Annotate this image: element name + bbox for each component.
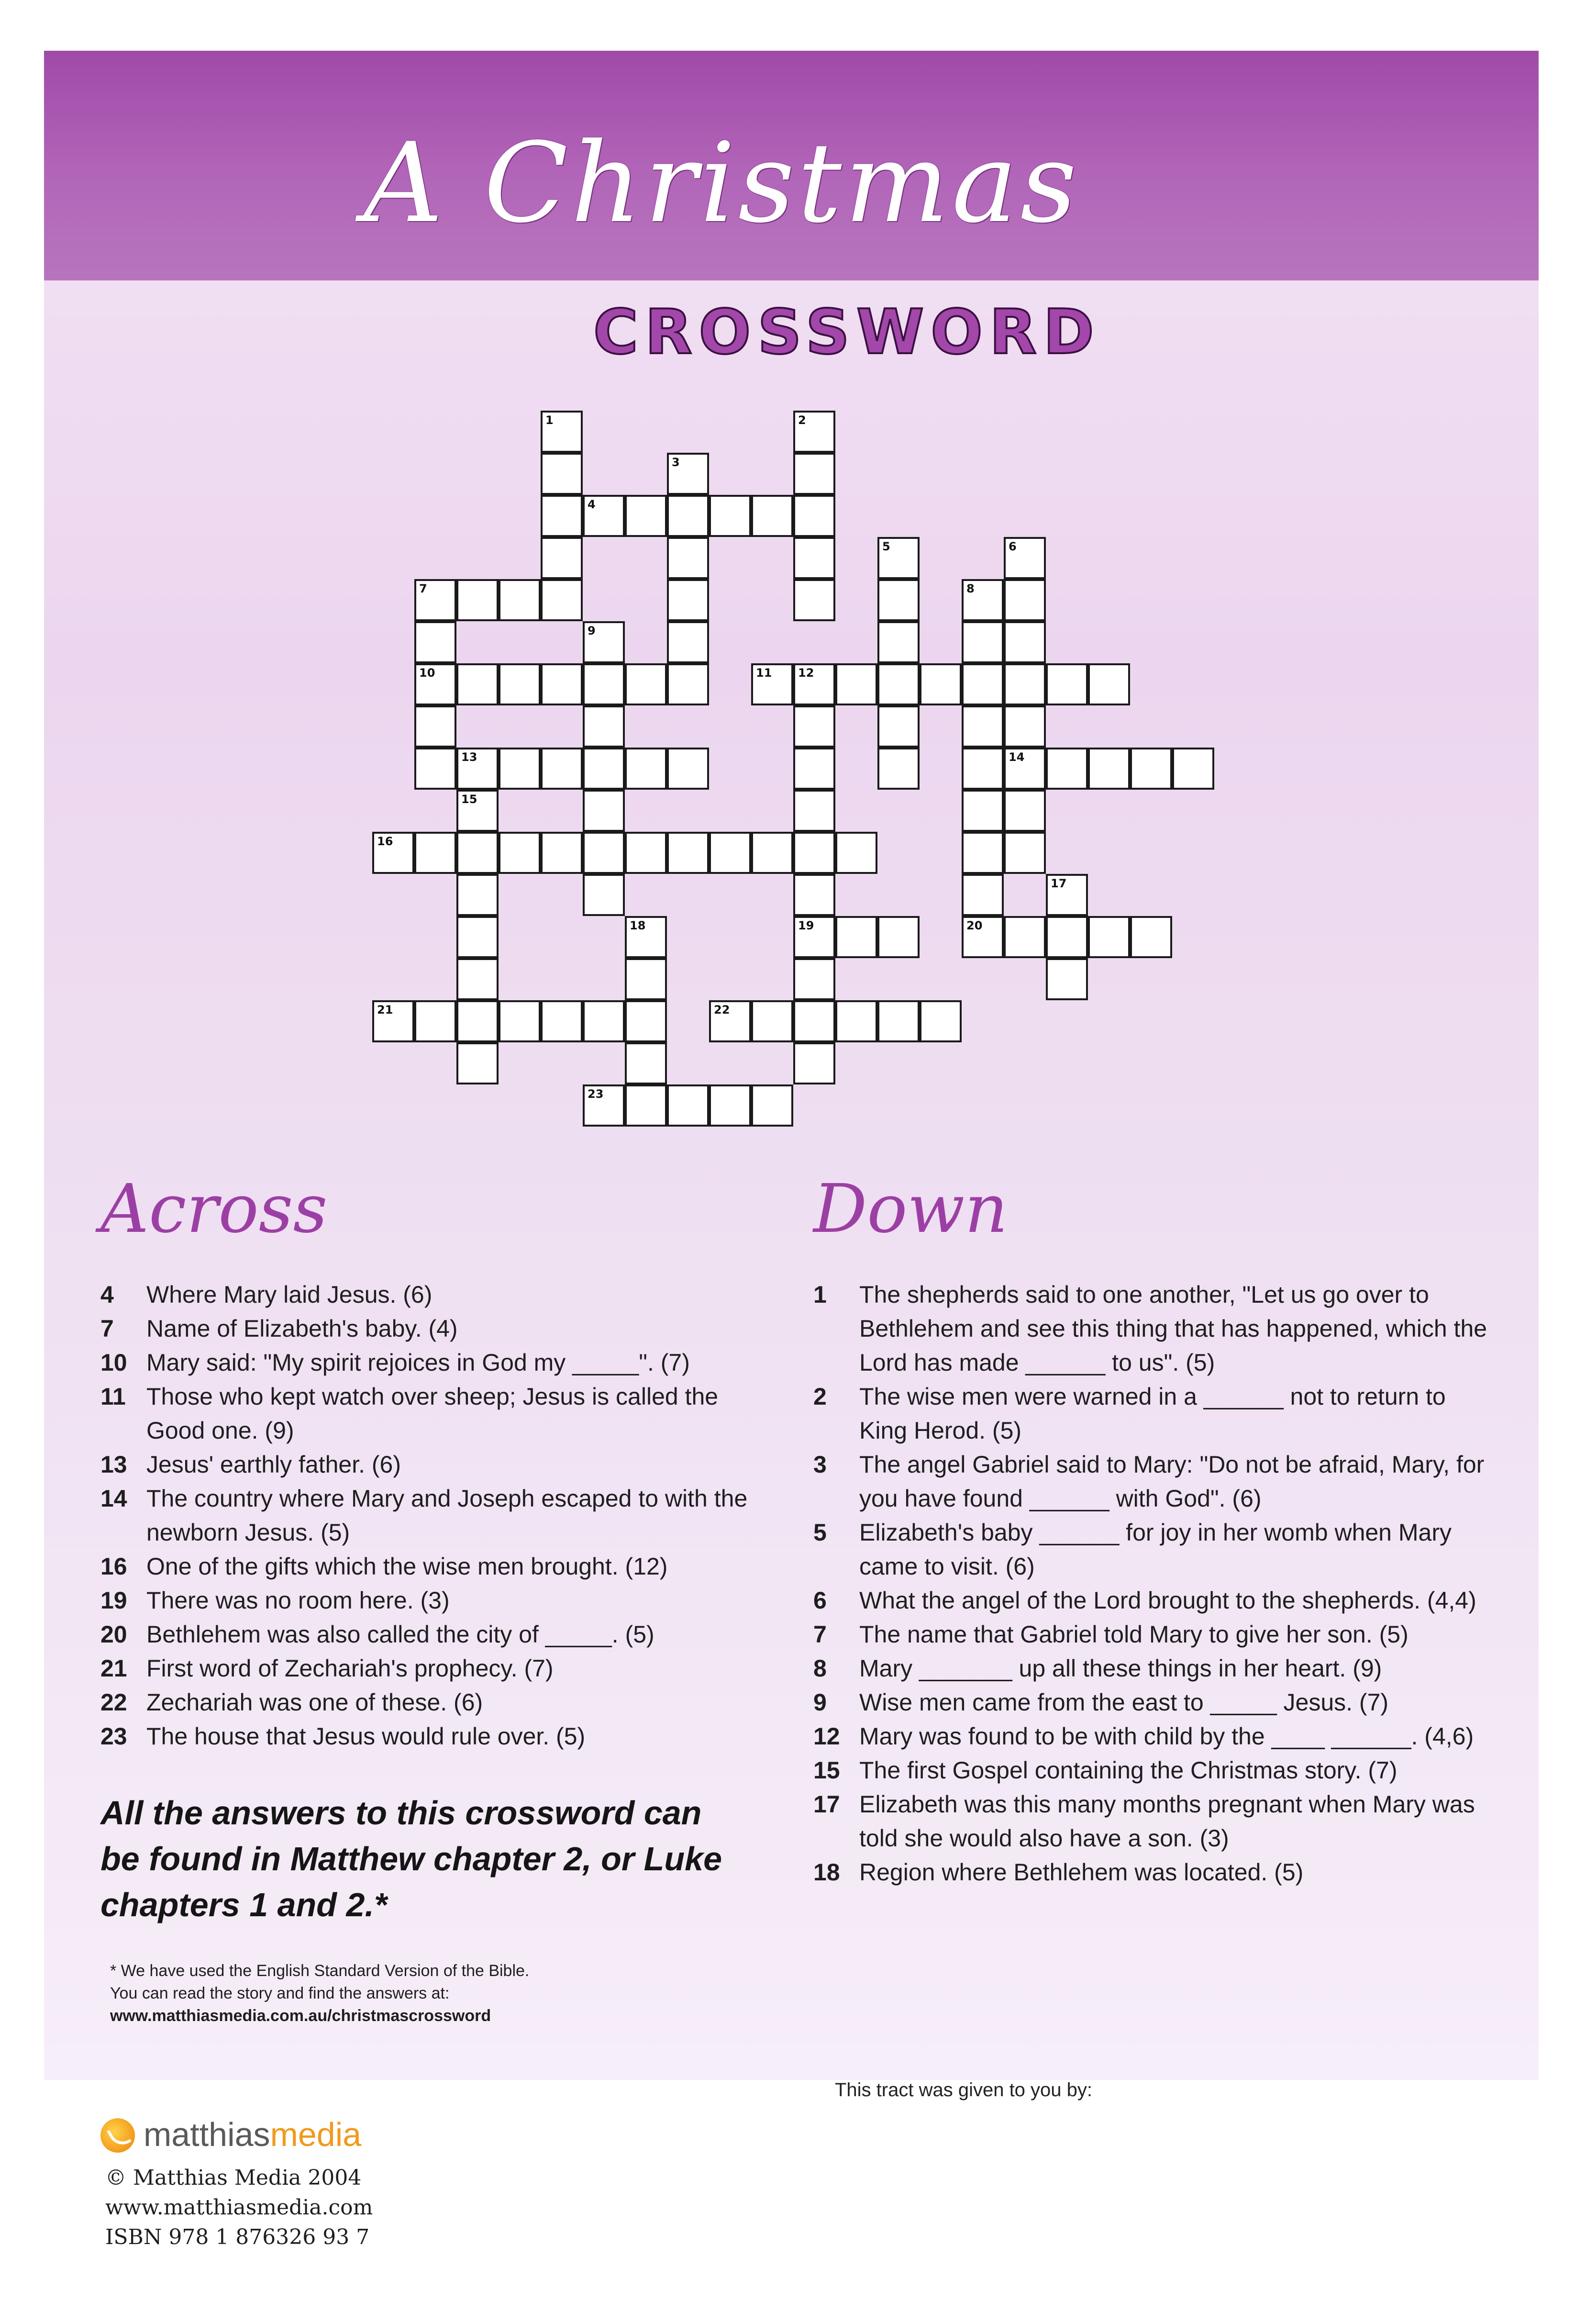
- clue-number: 21: [100, 1655, 127, 1682]
- crossword-cell[interactable]: [414, 832, 456, 874]
- crossword-cell[interactable]: [1046, 663, 1088, 705]
- across-clue: [100, 1720, 780, 1754]
- crossword-cell[interactable]: [456, 958, 499, 1000]
- crossword-cell[interactable]: [456, 1000, 499, 1042]
- crossword-cell[interactable]: [414, 748, 456, 790]
- crossword-cell[interactable]: [583, 1000, 625, 1042]
- clue-number: 5: [813, 1519, 827, 1546]
- crossword-cell[interactable]: [667, 1084, 709, 1127]
- footnote-line: * We have used the English Standard Version of the Bible.: [110, 1962, 530, 1980]
- across-clue: [100, 1618, 780, 1652]
- clue-text: One of the gifts which the wise men brought. (12): [146, 1553, 668, 1580]
- down-clue-list: [813, 1278, 1493, 1889]
- across-clue: [100, 1312, 780, 1346]
- crossword-cell[interactable]: [793, 748, 835, 790]
- crossword-cell[interactable]: [962, 663, 1004, 705]
- crossword-cell[interactable]: [583, 1084, 625, 1127]
- across-clue: [100, 1550, 780, 1584]
- crossword-cell[interactable]: [793, 832, 835, 874]
- crossword-cell[interactable]: [499, 579, 541, 621]
- cell-number: 14: [1009, 750, 1025, 764]
- crossword-cell[interactable]: [793, 495, 835, 537]
- clue-number: 19: [100, 1587, 127, 1614]
- cell-number: 10: [419, 666, 435, 680]
- footnote-line: You can read the story and find the answers at:: [110, 1984, 450, 2002]
- clue-text: Bethlehem was also called the city of _____. (5): [146, 1621, 654, 1648]
- cell-number: 5: [882, 540, 890, 553]
- logo-icon: [100, 2118, 135, 2153]
- crossword-cell[interactable]: [667, 621, 709, 663]
- crossword-cell[interactable]: [709, 495, 751, 537]
- clue-number: 8: [813, 1655, 827, 1682]
- crossword-cell[interactable]: [625, 1042, 667, 1084]
- crossword-cell[interactable]: [583, 495, 625, 537]
- cell-number: 4: [588, 498, 596, 511]
- clue-number: 4: [100, 1281, 114, 1308]
- clue-number: 13: [100, 1451, 127, 1478]
- copyright: © Matthias Media 2004: [105, 2166, 362, 2190]
- clue-text: The first Gospel containing the Christmas story. (7): [859, 1757, 1398, 1784]
- clue-text: Mary said: "My spirit rejoices in God my _____". (7): [146, 1349, 690, 1376]
- clue-number: 11: [100, 1383, 126, 1410]
- crossword-cell[interactable]: [414, 1000, 456, 1042]
- crossword-cell[interactable]: [962, 748, 1004, 790]
- publisher-website: www.matthiasmedia.com: [105, 2195, 373, 2220]
- crossword-cell[interactable]: [793, 579, 835, 621]
- crossword-cell[interactable]: [962, 621, 1004, 663]
- crossword-cell[interactable]: [583, 832, 625, 874]
- crossword-cell[interactable]: [962, 832, 1004, 874]
- crossword-cell[interactable]: [1088, 916, 1130, 958]
- crossword-cell[interactable]: [541, 748, 583, 790]
- clue-number: 20: [100, 1621, 127, 1648]
- clue-text: The angel Gabriel said to Mary: "Do not be afraid, Mary, for you have found ______ with God". (6): [859, 1451, 1485, 1512]
- cell-number: 22: [714, 1003, 730, 1017]
- crossword-cell[interactable]: [1004, 537, 1046, 579]
- crossword-cell[interactable]: [541, 832, 583, 874]
- clue-text: Elizabeth was this many months pregnant when Mary was told she would also have a son. (3): [859, 1791, 1475, 1852]
- crossword-cell[interactable]: [372, 1000, 414, 1042]
- isbn: ISBN 978 1 876326 93 7: [105, 2225, 370, 2249]
- clue-number: 1: [813, 1281, 827, 1308]
- clue-number: 10: [100, 1349, 127, 1376]
- crossword-cell[interactable]: [414, 621, 456, 663]
- crossword-cell[interactable]: [583, 874, 625, 916]
- cell-number: 8: [966, 582, 975, 595]
- clue-text: Mary _______ up all these things in her heart. (9): [859, 1655, 1382, 1682]
- crossword-cell[interactable]: [541, 663, 583, 705]
- crossword-cell[interactable]: [877, 1000, 920, 1042]
- crossword-cell[interactable]: [1130, 748, 1172, 790]
- crossword-cell[interactable]: [1004, 790, 1046, 832]
- crossword-cell[interactable]: [456, 748, 499, 790]
- crossword-cell[interactable]: [1004, 663, 1046, 705]
- clue-text: First word of Zechariah's prophecy. (7): [146, 1655, 554, 1682]
- clue-text: Where Mary laid Jesus. (6): [146, 1281, 433, 1308]
- down-heading: Down: [813, 1170, 1008, 1248]
- clue-number: 16: [100, 1553, 127, 1580]
- crossword-cell[interactable]: [751, 832, 793, 874]
- crossword-cell[interactable]: [499, 832, 541, 874]
- cell-number: 2: [798, 413, 806, 427]
- crossword-cell[interactable]: [583, 663, 625, 705]
- crossword-cell[interactable]: [667, 495, 709, 537]
- crossword-cell[interactable]: [541, 537, 583, 579]
- down-clue: [813, 1618, 1493, 1652]
- crossword-cell[interactable]: [793, 1000, 835, 1042]
- down-clue: [813, 1448, 1493, 1516]
- clue-number: 2: [813, 1383, 827, 1410]
- down-clue: [813, 1652, 1493, 1686]
- clue-text: The country where Mary and Joseph escaped to with the newborn Jesus. (5): [146, 1485, 748, 1546]
- crossword-cell[interactable]: [877, 748, 920, 790]
- crossword-cell[interactable]: [456, 663, 499, 705]
- crossword-cell[interactable]: [625, 832, 667, 874]
- crossword-cell[interactable]: [372, 832, 414, 874]
- cell-number: 18: [630, 919, 646, 932]
- crossword-cell[interactable]: [414, 705, 456, 748]
- crossword-cell[interactable]: [625, 1000, 667, 1042]
- crossword-cell[interactable]: [877, 579, 920, 621]
- crossword-cell[interactable]: [625, 1084, 667, 1127]
- down-clue: [813, 1278, 1493, 1380]
- crossword-cell[interactable]: [625, 916, 667, 958]
- crossword-cell[interactable]: [541, 579, 583, 621]
- clue-number: 12: [813, 1723, 840, 1750]
- crossword-cell[interactable]: [541, 453, 583, 495]
- cell-number: 7: [419, 582, 427, 595]
- down-clue: [813, 1720, 1493, 1754]
- across-clue: [100, 1652, 780, 1686]
- crossword-cell[interactable]: [1004, 621, 1046, 663]
- crossword-cell[interactable]: [456, 832, 499, 874]
- cell-number: 20: [966, 919, 983, 932]
- title-script: A Christmas: [364, 120, 1080, 247]
- clue-number: 6: [813, 1587, 827, 1614]
- crossword-cell[interactable]: [1172, 748, 1214, 790]
- across-clue: [100, 1346, 780, 1380]
- crossword-cell[interactable]: [667, 453, 709, 495]
- crossword-cell[interactable]: [877, 916, 920, 958]
- clue-number: 14: [100, 1485, 127, 1512]
- clue-text: The wise men were warned in a ______ not to return to King Herod. (5): [859, 1383, 1446, 1444]
- crossword-cell[interactable]: [751, 1084, 793, 1127]
- clue-number: 15: [813, 1757, 840, 1784]
- crossword-cell[interactable]: [751, 663, 793, 705]
- crossword-cell[interactable]: [962, 705, 1004, 748]
- crossword-cell[interactable]: [835, 663, 877, 705]
- crossword-cell[interactable]: [667, 579, 709, 621]
- down-clue: [813, 1516, 1493, 1584]
- clue-number: 7: [813, 1621, 827, 1648]
- cell-number: 13: [461, 750, 477, 764]
- clue-text: Mary was found to be with child by the ____ ______. (4,6): [859, 1723, 1474, 1750]
- clue-text: Elizabeth's baby ______ for joy in her womb when Mary came to visit. (6): [859, 1519, 1452, 1580]
- cell-number: 9: [588, 624, 596, 637]
- across-clue: [100, 1380, 780, 1448]
- clue-number: 3: [813, 1451, 827, 1478]
- crossword-cell[interactable]: [835, 916, 877, 958]
- cell-number: 16: [377, 835, 393, 848]
- crossword-cell[interactable]: [667, 663, 709, 705]
- crossword-cell[interactable]: [793, 916, 835, 958]
- crossword-cell[interactable]: [962, 916, 1004, 958]
- crossword-cell[interactable]: [1046, 916, 1088, 958]
- cell-number: 3: [672, 456, 680, 469]
- cell-number: 1: [545, 413, 554, 427]
- clue-text: The house that Jesus would rule over. (5): [146, 1723, 586, 1750]
- cell-number: 15: [461, 793, 477, 806]
- crossword-cell[interactable]: [709, 832, 751, 874]
- crossword-cell[interactable]: [583, 705, 625, 748]
- crossword-cell[interactable]: [625, 495, 667, 537]
- crossword-cell[interactable]: [667, 537, 709, 579]
- crossword-cell[interactable]: [1046, 958, 1088, 1000]
- clue-number: 22: [100, 1689, 127, 1716]
- crossword-cell[interactable]: [962, 790, 1004, 832]
- cell-number: 19: [798, 919, 814, 932]
- crossword-cell[interactable]: [583, 621, 625, 663]
- crossword-cell[interactable]: [667, 748, 709, 790]
- cell-number: 23: [588, 1087, 604, 1101]
- crossword-cell[interactable]: [1004, 916, 1046, 958]
- across-clue-list: [100, 1278, 780, 1754]
- crossword-cell[interactable]: [751, 1000, 793, 1042]
- clue-number: 9: [813, 1689, 827, 1716]
- across-clue: [100, 1686, 780, 1720]
- clue-text: The name that Gabriel told Mary to give her son. (5): [859, 1621, 1409, 1648]
- clue-number: 18: [813, 1859, 840, 1886]
- across-heading: Across: [100, 1170, 328, 1248]
- crossword-cell[interactable]: [541, 495, 583, 537]
- crossword-cell[interactable]: [1004, 579, 1046, 621]
- crossword-cell[interactable]: [1004, 832, 1046, 874]
- crossword-cell[interactable]: [499, 748, 541, 790]
- crossword-cell[interactable]: [1004, 705, 1046, 748]
- crossword-cell[interactable]: [541, 411, 583, 453]
- clue-number: 23: [100, 1723, 127, 1750]
- clue-text: Wise men came from the east to _____ Jesus. (7): [859, 1689, 1389, 1716]
- crossword-cell[interactable]: [1088, 663, 1130, 705]
- crossword-cell[interactable]: [793, 790, 835, 832]
- crossword-cell[interactable]: [793, 874, 835, 916]
- cell-number: 21: [377, 1003, 393, 1017]
- footnote: [110, 1960, 732, 2027]
- crossword-cell[interactable]: [877, 663, 920, 705]
- across-clue: [100, 1482, 780, 1550]
- crossword-cell[interactable]: [1004, 748, 1046, 790]
- crossword-title: CROSSWORD: [593, 297, 1101, 368]
- across-clue: [100, 1584, 780, 1618]
- crossword-cell[interactable]: [793, 958, 835, 1000]
- cell-number: 12: [798, 666, 814, 680]
- crossword-cell[interactable]: [920, 1000, 962, 1042]
- down-clue: [813, 1686, 1493, 1720]
- crossword-cell[interactable]: [456, 579, 499, 621]
- crossword-cell[interactable]: [499, 1000, 541, 1042]
- down-clue: [813, 1584, 1493, 1618]
- clue-number: 17: [813, 1791, 840, 1818]
- crossword-cell[interactable]: [1088, 748, 1130, 790]
- publisher-info: [105, 2163, 373, 2252]
- cell-number: 11: [756, 666, 772, 680]
- crossword-cell[interactable]: [625, 958, 667, 1000]
- crossword-cell[interactable]: [709, 1084, 751, 1127]
- clue-text: There was no room here. (3): [146, 1587, 450, 1614]
- cell-number: 6: [1009, 540, 1017, 553]
- crossword-cell[interactable]: [751, 495, 793, 537]
- crossword-cell[interactable]: [625, 748, 667, 790]
- down-clue: [813, 1380, 1493, 1448]
- crossword-cell[interactable]: [414, 579, 456, 621]
- across-clue: [100, 1448, 780, 1482]
- crossword-cell[interactable]: [962, 579, 1004, 621]
- crossword-cell[interactable]: [877, 621, 920, 663]
- crossword-grid: [0, 0, 1575, 1149]
- crossword-cell[interactable]: [877, 705, 920, 748]
- crossword-cell[interactable]: [835, 832, 877, 874]
- crossword-cell[interactable]: [793, 453, 835, 495]
- footnote-url[interactable]: www.matthiasmedia.com.au/christmascrossword: [110, 2007, 491, 2025]
- crossword-cell[interactable]: [456, 790, 499, 832]
- down-clue: [813, 1855, 1493, 1889]
- answers-note: All the answers to this crossword can be found in Matthew chapter 2, or Luke chapters 1 and 2.*: [100, 1794, 722, 1923]
- logo-text-part1: matthias: [144, 2116, 270, 2153]
- crossword-cell[interactable]: [414, 663, 456, 705]
- clue-text: Name of Elizabeth's baby. (4): [146, 1315, 458, 1342]
- crossword-cell[interactable]: [962, 874, 1004, 916]
- crossword-cell[interactable]: [1130, 916, 1172, 958]
- crossword-cell[interactable]: [456, 916, 499, 958]
- crossword-cell[interactable]: [920, 663, 962, 705]
- crossword-cell[interactable]: [793, 1042, 835, 1084]
- tract-given-by: This tract was given to you by:: [835, 2079, 1093, 2101]
- clue-text: Zechariah was one of these. (6): [146, 1689, 483, 1716]
- crossword-cell[interactable]: [625, 663, 667, 705]
- crossword-cell[interactable]: [499, 663, 541, 705]
- logo-text-part2: media: [270, 2116, 362, 2153]
- across-clue: [100, 1278, 780, 1312]
- clue-text: The shepherds said to one another, "Let us go over to Bethlehem and see this thing that has happened, which the Lord has made ______ to us". (5): [859, 1281, 1487, 1376]
- clue-text: Jesus' earthly father. (6): [146, 1451, 401, 1478]
- crossword-cell[interactable]: [1046, 748, 1088, 790]
- crossword-cell[interactable]: [793, 663, 835, 705]
- clue-text: What the angel of the Lord brought to the shepherds. (4,4): [859, 1587, 1476, 1614]
- crossword-cell[interactable]: [877, 537, 920, 579]
- crossword-cell[interactable]: [793, 411, 835, 453]
- crossword-cell[interactable]: [541, 1000, 583, 1042]
- crossword-cell[interactable]: [456, 874, 499, 916]
- clue-text: Region where Bethlehem was located. (5): [859, 1859, 1304, 1886]
- down-clue: [813, 1788, 1493, 1855]
- crossword-cell[interactable]: [793, 537, 835, 579]
- crossword-cell[interactable]: [456, 1042, 499, 1084]
- crossword-cell[interactable]: [793, 705, 835, 748]
- down-clue: [813, 1754, 1493, 1788]
- crossword-cell[interactable]: [583, 748, 625, 790]
- crossword-cell[interactable]: [583, 790, 625, 832]
- clue-number: 7: [100, 1315, 114, 1342]
- publisher-logo: [100, 2115, 531, 2158]
- crossword-cell[interactable]: [835, 1000, 877, 1042]
- crossword-cell[interactable]: [709, 1000, 751, 1042]
- crossword-cell[interactable]: [1046, 874, 1088, 916]
- crossword-cell[interactable]: [667, 832, 709, 874]
- cell-number: 17: [1051, 877, 1067, 890]
- clue-text: Those who kept watch over sheep; Jesus is called the Good one. (9): [146, 1383, 719, 1444]
